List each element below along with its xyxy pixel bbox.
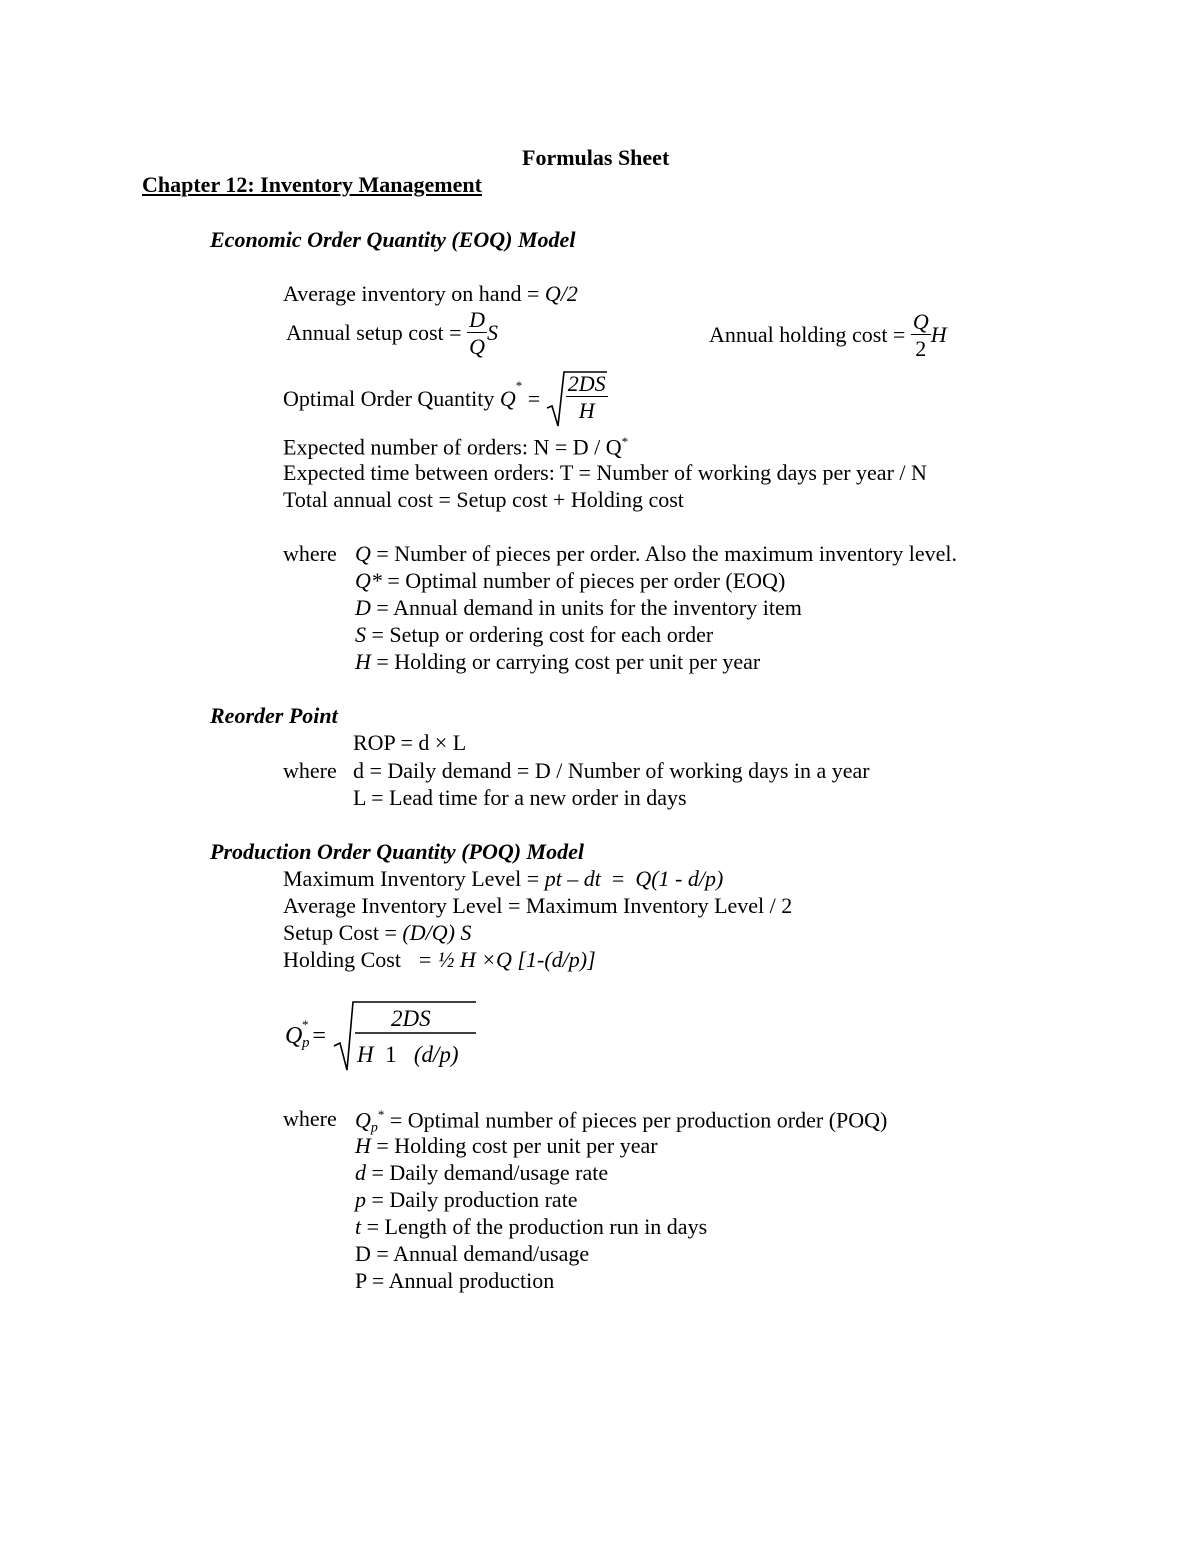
poq-holding-line (283, 949, 596, 971)
qp-lhs (285, 1017, 326, 1051)
page-title: Formulas Sheet (522, 145, 670, 170)
def-qp-sub: p (370, 1120, 378, 1136)
holding-den: 2 (915, 336, 927, 362)
poq-def-text: = Daily demand/usage rate (366, 1160, 609, 1185)
avg-inventory-label: Average inventory on hand = (283, 281, 540, 306)
poq-def-sym: t (355, 1214, 362, 1239)
eoq-heading: Economic Order Quantity (EOQ) Model (210, 227, 576, 252)
poq-def-item (355, 1270, 554, 1292)
holding-mult: H (930, 322, 947, 348)
avg-inventory-value: Q/2 (544, 281, 578, 306)
poq-def-item (355, 1135, 658, 1157)
eoq-def-item (355, 570, 785, 592)
max-expr1: pt – dt (544, 866, 601, 891)
optimal-fraction (566, 372, 608, 422)
setup-mult: S (486, 320, 498, 346)
rop-formula: ROP = d × L (353, 730, 467, 755)
def-qp-sup: * (377, 1107, 385, 1122)
expected-orders: Expected number of orders: N = D / Q (283, 434, 622, 460)
def-qp-text: = Optimal number of pieces per production order (POQ) (384, 1107, 888, 1133)
poq-holding-expr: = ½ H ×Q [1-(d/p)] (417, 947, 596, 972)
qp-den-dp: (d/p) (413, 1042, 459, 1067)
eoq-def-item (355, 543, 957, 565)
poq-def-item (355, 1216, 707, 1238)
qp-sym: Q (285, 1023, 303, 1049)
poq-def-qp (355, 1108, 887, 1135)
eoq-def-text: = Setup or ordering cost for each order (366, 622, 714, 647)
expected-orders-line (283, 435, 628, 458)
total-cost-line: Total annual cost = Setup cost + Holding cost (283, 487, 684, 512)
eoq-where: where (283, 541, 337, 566)
eoq-def-sym: Q (355, 541, 371, 566)
qp-eq: = (312, 1023, 326, 1049)
qp-sup: * (302, 1017, 309, 1032)
eoq-def-sym: S (355, 622, 366, 647)
avg-inventory-level-line: Average Inventory Level = Maximum Inventory Level / 2 (283, 893, 793, 918)
poq-def-sym: d (355, 1160, 366, 1185)
eoq-def-text: = Optimal number of pieces per order (EOQ) (381, 568, 786, 593)
eoq-def-sym: Q* (355, 568, 382, 593)
setup-cost-label: Annual setup cost = (286, 320, 462, 346)
optimal-den: H (578, 398, 595, 424)
expected-orders-sup: * (621, 434, 629, 449)
eoq-def-sym: D (355, 595, 371, 620)
poq-formula (285, 1000, 485, 1074)
rop-def-item: d = Daily demand = D / Number of working days in a year (353, 758, 870, 783)
poq-def-item (355, 1162, 608, 1184)
def-qp-sym: Q (355, 1107, 371, 1133)
max-label: Maximum Inventory Level = (283, 866, 540, 891)
eoq-def-item (355, 597, 802, 619)
optimal-sqrt (546, 370, 608, 428)
rop-def-item: L = Lead time for a new order in days (353, 785, 687, 810)
optimal-label: Optimal Order Quantity (283, 386, 495, 411)
poq-def-text: = Daily production rate (366, 1187, 578, 1212)
eoq-def-item (355, 651, 760, 673)
qp-num: 2DS (391, 1006, 431, 1031)
qp-sub: p (302, 1035, 310, 1051)
optimal-eq: = (527, 386, 541, 411)
setup-cost-line (286, 308, 498, 358)
setup-num: D (469, 307, 485, 332)
poq-def-item (355, 1189, 578, 1211)
poq-def-sym: D (355, 1241, 371, 1266)
holding-num: Q (912, 309, 929, 334)
max-inventory-line (283, 868, 723, 890)
eoq-def-item (355, 624, 713, 646)
poq-def-text: = Holding cost per unit per year (370, 1133, 658, 1158)
eoq-def-text: = Annual demand in units for the inventory item (370, 595, 802, 620)
avg-inventory-line (283, 283, 578, 305)
rop-where: where (283, 758, 337, 783)
max-eq: = (611, 866, 625, 891)
holding-cost-line (709, 310, 947, 360)
qp-den-1: 1 (385, 1042, 397, 1067)
poq-def-text: = Annual production (366, 1268, 555, 1293)
holding-cost-fraction (911, 310, 931, 360)
optimal-sup: * (515, 378, 523, 394)
qp-den (357, 1043, 459, 1066)
poq-def-sym: H (355, 1133, 371, 1158)
qp-den-h: H (357, 1042, 374, 1067)
poq-heading: Production Order Quantity (POQ) Model (210, 839, 584, 864)
poq-holding-label: Holding Cost (283, 947, 401, 972)
rop-heading: Reorder Point (210, 703, 338, 728)
optimal-sym: Q (499, 386, 516, 411)
optimal-order-line (283, 370, 608, 428)
expected-time-line: Expected time between orders: T = Number of working days per year / N (283, 460, 927, 485)
poq-def-sym: p (355, 1187, 366, 1212)
poq-def-item (355, 1243, 589, 1265)
eoq-def-text: = Number of pieces per order. Also the maximum inventory level. (370, 541, 957, 566)
poq-setup-label: Setup Cost = (283, 920, 397, 945)
eoq-def-text: = Holding or carrying cost per unit per year (370, 649, 761, 674)
poq-def-sym: P (355, 1268, 367, 1293)
chapter-heading: Chapter 12: Inventory Management (142, 172, 482, 197)
eoq-def-sym: H (355, 649, 371, 674)
max-expr2: Q(1 - d/p) (635, 866, 724, 891)
setup-den: Q (469, 334, 485, 360)
poq-setup-expr: (D/Q) S (402, 920, 472, 945)
optimal-num: 2DS (567, 371, 606, 396)
poq-where: where (283, 1106, 337, 1131)
poq-def-text: = Length of the production run in days (361, 1214, 708, 1239)
setup-cost-fraction (467, 308, 487, 358)
poq-def-text: = Annual demand/usage (370, 1241, 590, 1266)
holding-cost-label: Annual holding cost = (709, 322, 906, 348)
poq-setup-line (283, 922, 471, 944)
